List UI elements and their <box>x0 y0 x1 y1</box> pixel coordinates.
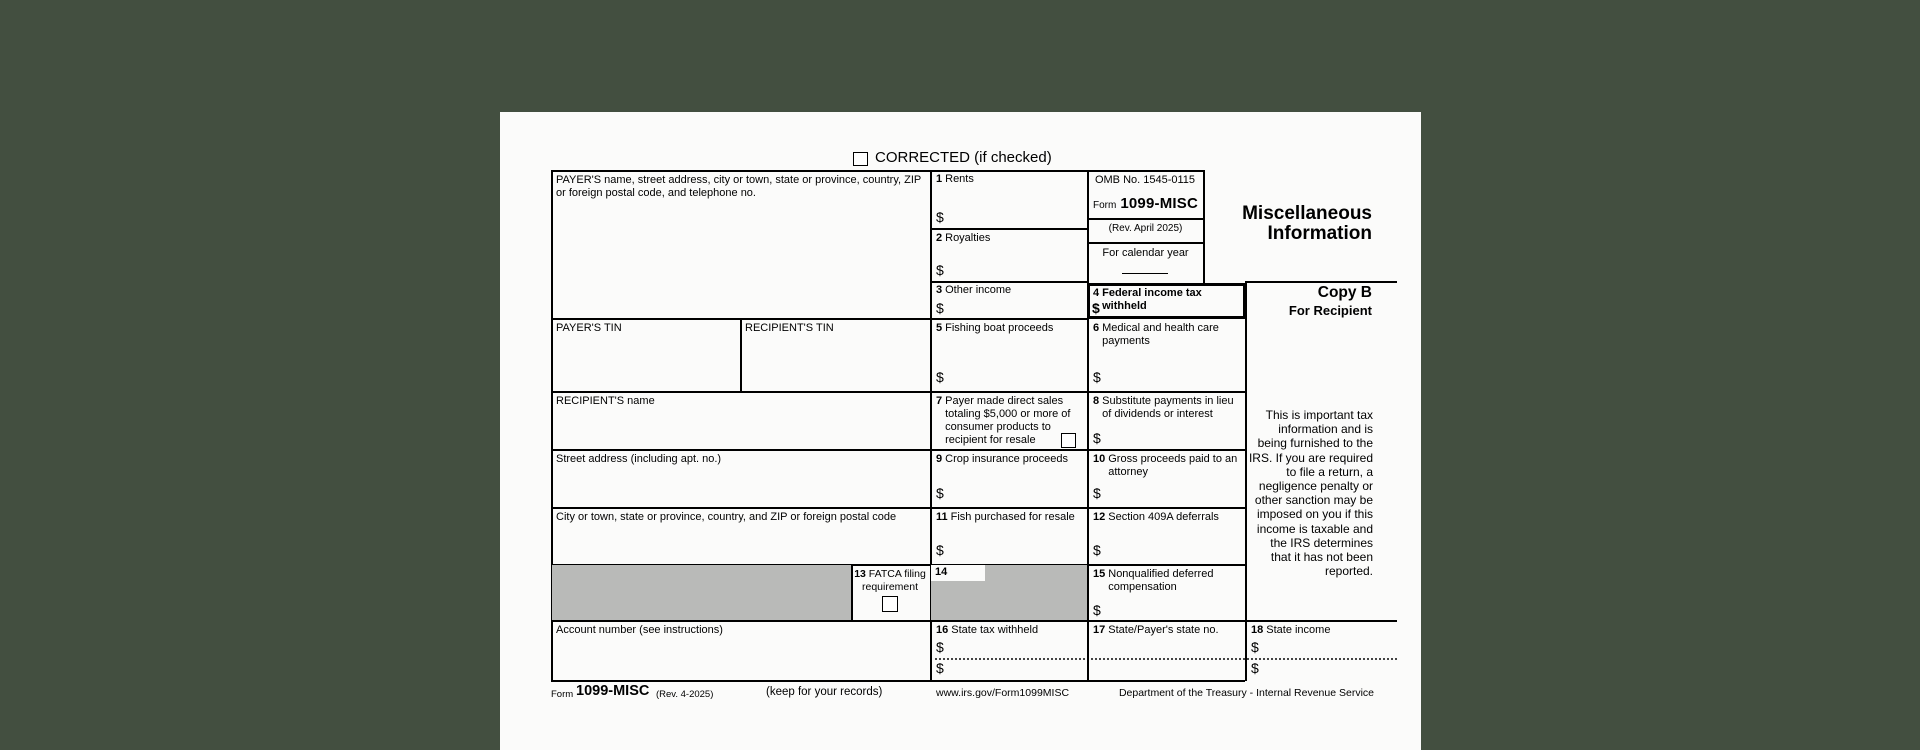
form-title <box>1152 204 1372 244</box>
account-number-label: Account number (see instructions) <box>556 624 723 636</box>
box15-dollar-sign: $ <box>1093 602 1101 618</box>
box10-dollar-sign: $ <box>1093 485 1101 501</box>
box1-label <box>936 173 1081 186</box>
calendar-year-label: For calendar year <box>1102 247 1189 259</box>
box3-dollar-sign: $ <box>936 300 944 316</box>
footer-revision: (Rev. 4-2025) <box>656 689 714 700</box>
footer-irs-url[interactable]: www.irs.gov/Form1099MISC <box>936 687 1070 699</box>
footer-form-word: Form <box>551 689 574 700</box>
divider-tin-name <box>551 391 1245 393</box>
recipient-tin-label: RECIPIENT'S TIN <box>745 322 834 334</box>
divider-row3-tin <box>551 318 1088 320</box>
box8-text: Substitute payments in lieu of dividends or interest <box>1102 395 1234 420</box>
recipient-name-label: RECIPIENT'S name <box>556 395 655 407</box>
box4-text: Federal income tax withheld <box>1102 287 1202 312</box>
divider-header-copy <box>1245 281 1397 283</box>
divider-street-city <box>551 507 1245 509</box>
payer-tin-label: PAYER'S TIN <box>556 322 622 334</box>
box13-text: FATCA filing requirement <box>861 568 926 593</box>
box17-label <box>1093 624 1243 637</box>
box9-label <box>936 453 1081 466</box>
box10-label <box>1093 453 1239 479</box>
box7-text: Payer made direct sales totaling $5,000 or more of consumer products to recipient for resale <box>945 395 1071 446</box>
box5-number: 5 <box>936 322 943 334</box>
box11-number: 11 <box>936 511 948 523</box>
box1-dollar-sign: $ <box>936 209 944 225</box>
box13-number: 13 <box>854 568 866 580</box>
box9-dollar-sign: $ <box>936 485 944 501</box>
box7-checkbox[interactable] <box>1061 433 1076 448</box>
box11-label <box>936 511 1081 524</box>
box14-number-chip: 14 <box>931 565 985 581</box>
divider-name-street <box>551 449 1245 451</box>
box16-number: 16 <box>936 624 949 636</box>
calendar-year-blank[interactable] <box>1122 273 1168 274</box>
box17-text: State/Payer's state no. <box>1108 624 1219 636</box>
street-address-label: Street address (including apt. no.) <box>556 453 722 465</box>
box16-dollar-top: $ <box>936 639 944 655</box>
corrected-label: CORRECTED (if checked) <box>875 149 1052 166</box>
box18-dollar-bottom: $ <box>1251 660 1259 676</box>
box15-label <box>1093 568 1239 594</box>
recipient-notice: This is important tax information and is being furnished to the IRS. If you are required to file a return, a negligence penalty or other sanction may be imposed on you if this income is taxable and the IRS determines that it has not been reported. <box>1248 408 1373 579</box>
form-1099-misc-page <box>500 112 1421 750</box>
box18-label <box>1251 624 1381 637</box>
box7-number: 7 <box>936 395 943 407</box>
footer-form-number: 1099-MISC <box>576 683 650 699</box>
box2-dollar-sign: $ <box>936 262 944 278</box>
divider-fatca-account <box>551 620 1397 622</box>
footer-department: Department of the Treasury - Internal Revenue Service <box>1118 687 1374 699</box>
city-label: City or town, state or province, country, and ZIP or foreign postal code <box>556 511 897 523</box>
state-row-dashed-divider <box>930 658 1397 660</box>
box18-dollar-top: $ <box>1251 639 1259 655</box>
box3-text: Other income <box>945 284 1012 296</box>
box10-number: 10 <box>1093 453 1106 465</box>
box5-text: Fishing boat proceeds <box>945 322 1054 334</box>
divider-box1-box2 <box>930 228 1088 230</box>
box16-dollar-bottom: $ <box>936 660 944 676</box>
box3-number: 3 <box>936 284 943 296</box>
box1-number: 1 <box>936 173 943 185</box>
omb-number: OMB No. 1545-0115 <box>1094 174 1196 186</box>
box15-number: 15 <box>1093 568 1106 580</box>
box4-dollar-sign: $ <box>1092 300 1100 316</box>
payer-block-label: PAYER'S name, street address, city or town, state or province, country, ZIP or foreign postal code, and telephone no. <box>556 174 922 199</box>
box5-label <box>936 322 1081 335</box>
shaded-area-left <box>552 565 851 620</box>
box12-label <box>1093 511 1241 524</box>
box13-checkbox[interactable] <box>882 596 898 612</box>
form-title-line1: Miscellaneous <box>1242 203 1372 224</box>
box15-text: Nonqualified deferred compensation <box>1108 568 1214 593</box>
box6-number: 6 <box>1093 322 1100 334</box>
box2-label <box>936 232 1081 245</box>
form-revision: (Rev. April 2025) <box>1108 223 1183 234</box>
form-word: Form <box>1092 200 1117 211</box>
box1-text: Rents <box>945 173 974 185</box>
box11-text: Fish purchased for resale <box>950 511 1075 523</box>
divider-box2-box3 <box>930 281 1088 283</box>
for-recipient-label: For Recipient <box>1288 303 1372 318</box>
box18-number: 18 <box>1251 624 1264 636</box>
box12-dollar-sign: $ <box>1093 542 1101 558</box>
copy-b-label: Copy B <box>1317 284 1372 301</box>
form-title-line2: Information <box>1267 223 1372 244</box>
box8-number: 8 <box>1093 395 1100 407</box>
box2-number: 2 <box>936 232 943 244</box>
box6-dollar-sign: $ <box>1093 369 1101 385</box>
table-bottom-border <box>551 680 1245 682</box>
box13-label <box>852 568 928 593</box>
corrected-checkbox[interactable] <box>853 152 868 166</box>
box10-text: Gross proceeds paid to an attorney <box>1108 453 1238 478</box>
box16-label <box>936 624 1084 637</box>
box6-label <box>1093 322 1241 348</box>
form-number: 1099-MISC <box>1120 195 1198 212</box>
box6-text: Medical and health care payments <box>1102 322 1219 347</box>
box18-text: State income <box>1266 624 1331 636</box>
box17-number: 17 <box>1093 624 1106 636</box>
box5-dollar-sign: $ <box>936 369 944 385</box>
box12-text: Section 409A deferrals <box>1108 511 1219 523</box>
footer-keep-note: (keep for your records) <box>766 686 883 698</box>
tin-divider <box>740 318 742 392</box>
box16-text: State tax withheld <box>951 624 1039 636</box>
box4-number: 4 <box>1093 287 1100 299</box>
box3-label <box>936 284 1081 297</box>
table-top-border <box>551 170 1204 172</box>
box9-number: 9 <box>936 453 943 465</box>
box12-number: 12 <box>1093 511 1106 523</box>
box8-label <box>1093 395 1243 421</box>
box9-text: Crop insurance proceeds <box>945 453 1069 465</box>
box11-dollar-sign: $ <box>936 542 944 558</box>
box8-dollar-sign: $ <box>1093 430 1101 446</box>
box2-text: Royalties <box>945 232 991 244</box>
